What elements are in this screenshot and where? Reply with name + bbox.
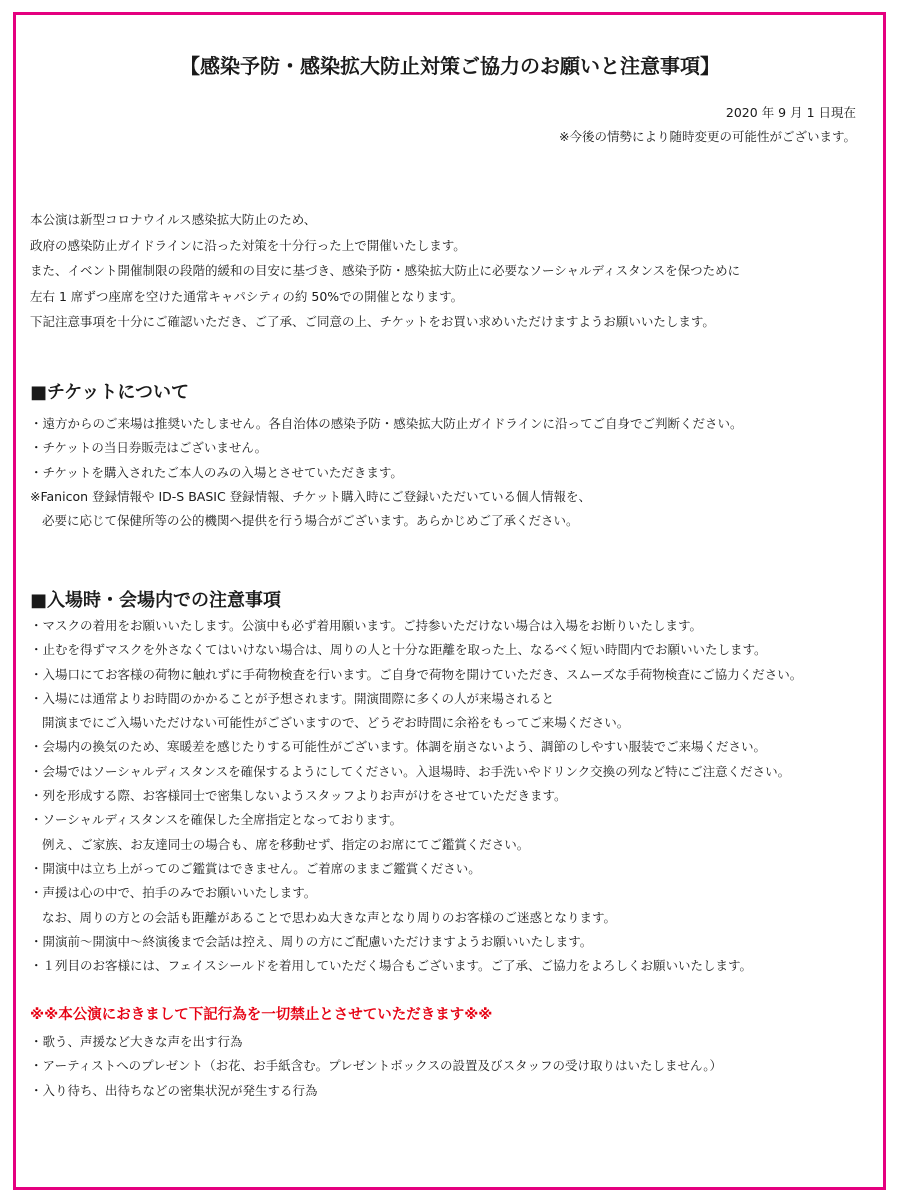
list-item: ・入場には通常よりお時間のかかることが予想されます。開演間際に多くの人が来場されると — [30, 690, 555, 706]
list-item: 例え、ご家族、お友達同士の場合も、席を移動せず、指定のお席にてご鑑賞ください。 — [42, 836, 530, 852]
list-item: ・入場口にてお客様の荷物に触れずに手荷物検査を行います。ご自身で荷物を開けていただき、スムーズな手荷物検査にご協力ください。 — [30, 666, 803, 682]
list-item: ・列を形成する際、お客様同士で密集しないようスタッフよりお声がけをさせていただきます。 — [30, 788, 567, 804]
list-item: ・会場内の換気のため、寒暖差を感じたりする可能性がございます。体調を崩さないよう、調節のしやすい服装でご来場ください。 — [30, 739, 767, 755]
list-item: ・声援は心の中で、拍手のみでお願いいたします。 — [30, 885, 317, 901]
list-item: ・アーティストへのプレゼント（お花、お手紙含む。プレゼントボックスの設置及びスタッフの受け取りはいたしません。） — [30, 1058, 723, 1074]
venue-section-heading: ■入場時・会場内での注意事項 — [30, 590, 282, 611]
list-item: ・遠方からのご来場は推奨いたしません。各自治体の感染予防・感染拡大防止ガイドラインに沿ってご自身でご判断ください。 — [30, 416, 743, 431]
prohibited-heading: ※※本公演におきまして下記行為を一切禁止とさせていただきます※※ — [30, 1007, 493, 1023]
list-item: なお、周りの方との会話も距離があることで思わぬ大きな声となり周りのお客様のご迷惑となります。 — [42, 909, 617, 925]
list-item: 開演までにご入場いただけない可能性がございますので、どうぞお時間に余裕をもってご来場ください。 — [42, 715, 630, 731]
date-block — [559, 101, 856, 149]
list-item: ・入り待ち、出待ちなどの密集状況が発生する行為 — [30, 1082, 318, 1098]
list-item: ・会場ではソーシャルディスタンスを確保するようにしてください。入退場時、お手洗いやドリンク交換の列など特にご注意ください。 — [30, 763, 791, 779]
date-note: ※今後の情勢により随時変更の可能性がございます。 — [559, 129, 856, 144]
list-item: ※Fanicon 登録情報や ID-S BASIC 登録情報、チケット購入時にご登録いただいている個人情報を、 — [30, 488, 592, 504]
list-item: 必要に応じて保健所等の公的機関へ提供を行う場合がございます。あらかじめご了承ください。 — [42, 513, 579, 529]
ticket-section-list — [30, 412, 743, 533]
intro-line: 政府の感染防止ガイドラインに沿った対策を十分行った上で開催いたします。 — [30, 237, 466, 253]
list-item: ・チケットを購入されたご本人のみの入場とさせていただきます。 — [30, 464, 403, 480]
intro-line: 下記注意事項を十分にご確認いただき、ご了承、ご同意の上、チケットをお買い求めいただけますようお願いいたします。 — [30, 314, 715, 329]
intro-line: 左右 1 席ずつ座席を空けた通常キャパシティの約 50%での開催となります。 — [30, 288, 464, 304]
list-item: ・ソーシャルディスタンスを確保した全席指定となっております。 — [30, 812, 403, 828]
prohibited-list — [30, 1030, 722, 1103]
list-item: ・１列目のお客様には、フェイスシールドを着用していただく場合もございます。ご了承、ご協力をよろしくお願いいたします。 — [30, 958, 753, 974]
venue-section-list — [30, 614, 802, 978]
list-item: ・マスクの着用をお願いいたします。公演中も必ず着用願います。ご持参いただけない場合は入場をお断りいたします。 — [30, 618, 703, 633]
intro-line: また、イベント開催制限の段階的緩和の目安に基づき、感染予防・感染拡大防止に必要なソーシャルディスタンスを保つために — [30, 263, 741, 278]
list-item: ・チケットの当日券販売はございません。 — [30, 440, 268, 456]
list-item: ・止むを得ずマスクを外さなくてはいけない場合は、周りの人と十分な距離を取った上、なるべく短い時間内でお願いいたします。 — [30, 642, 767, 658]
list-item: ・歌う、声援など大きな声を出す行為 — [30, 1034, 243, 1049]
page-title: 【感染予防・感染拡大防止対策ご協力のお願いと注意事項】 — [180, 54, 720, 78]
intro-line: 本公演は新型コロナウイルス感染拡大防止のため、 — [30, 212, 317, 227]
list-item: ・開演中は立ち上がってのご鑑賞はできません。ご着席のままご鑑賞ください。 — [30, 860, 481, 876]
list-item: ・開演前～開演中～終演後まで会話は控え、周りの方にご配慮いただけますようお願いいたします。 — [30, 933, 593, 949]
intro-paragraph — [30, 207, 740, 335]
ticket-section-heading: ■チケットについて — [30, 382, 190, 403]
date-current: 2020 年 9 月 1 日現在 — [725, 105, 856, 120]
